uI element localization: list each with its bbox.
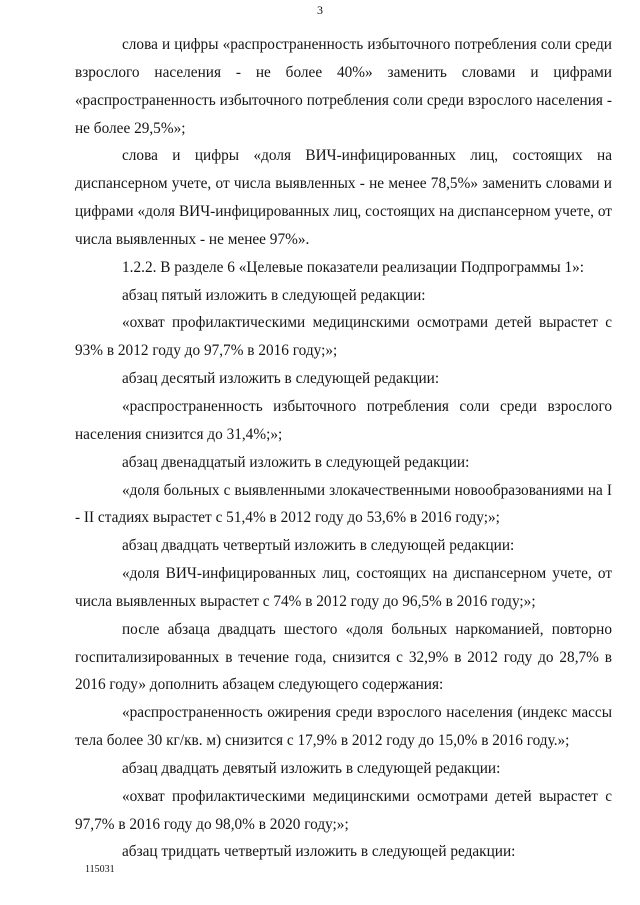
paragraph: «охват профилактическими медицинскими осмотрами детей вырастет с 93% в 2012 году до 97,7% в 2016 году;»;	[75, 314, 612, 360]
paragraph: «доля ВИЧ-инфицированных лиц, состоящих на диспансерном учете, от числа выявленных вырастет с 74% в 2012 году до 96,5% в 2016 году;»;	[75, 565, 612, 610]
page-number: 3	[317, 3, 323, 17]
paragraph: «распространенность избыточного потребления соли среди взрослого населения снизится до 31,4%;»;	[75, 397, 612, 443]
paragraph: абзац двенадцатый изложить в следующей редакции:	[122, 453, 470, 471]
paragraph: абзац тридцать четвертый изложить в следующей редакции:	[122, 843, 516, 861]
document-body	[75, 31, 612, 866]
paragraph: абзац двадцать четвертый изложить в следующей редакции:	[122, 537, 515, 555]
paragraph: абзац пятый изложить в следующей редакции:	[122, 286, 426, 304]
paragraph: «охват профилактическими медицинскими осмотрами детей вырастет с 97,7% в 2016 году до 98,0% в 2020 году;»;	[75, 787, 612, 833]
paragraph: слова и цифры «распространенность избыточного потребления соли среди взрослого населения - не более 40%» заменить словами и цифрами «распространенность избыточного потребления соли среди взрослого населения - не более 29,5%»;	[75, 36, 612, 137]
paragraph: 1.2.2. В разделе 6 «Целевые показатели реализации Подпрограммы 1»:	[122, 258, 584, 276]
paragraph: абзац десятый изложить в следующей редакции:	[122, 370, 440, 388]
paragraph: «доля больных с выявленными злокачественными новообразованиями на I - II стадиях вырастет с 51,4% в 2012 году до 53,6% в 2016 году;»;	[75, 481, 612, 527]
document-code: 115031	[85, 864, 115, 875]
paragraph: «распространенность ожирения среди взрослого населения (индекс массы тела более 30 кг/кв. м) снизится с 17,9% в 2012 году до 15,0% в 2016 году.»;	[75, 704, 612, 750]
paragraph: после абзаца двадцать шестого «доля больных наркоманией, повторно госпитализированных в течение года, снизится с 32,9% в 2012 году до 28,7% в 2016 году» дополнить абзацем следующего содержания:	[75, 620, 612, 694]
paragraph: слова и цифры «доля ВИЧ-инфицированных лиц, состоящих на диспансерном учете, от числа выявленных - не менее 78,5%» заменить словами и цифрами «доля ВИЧ-инфицированных лиц, состоящих на диспансерном учете, от числа выявленных - не менее 97%».	[75, 147, 612, 248]
paragraph: абзац двадцать девятый изложить в следующей редакции:	[122, 759, 501, 777]
